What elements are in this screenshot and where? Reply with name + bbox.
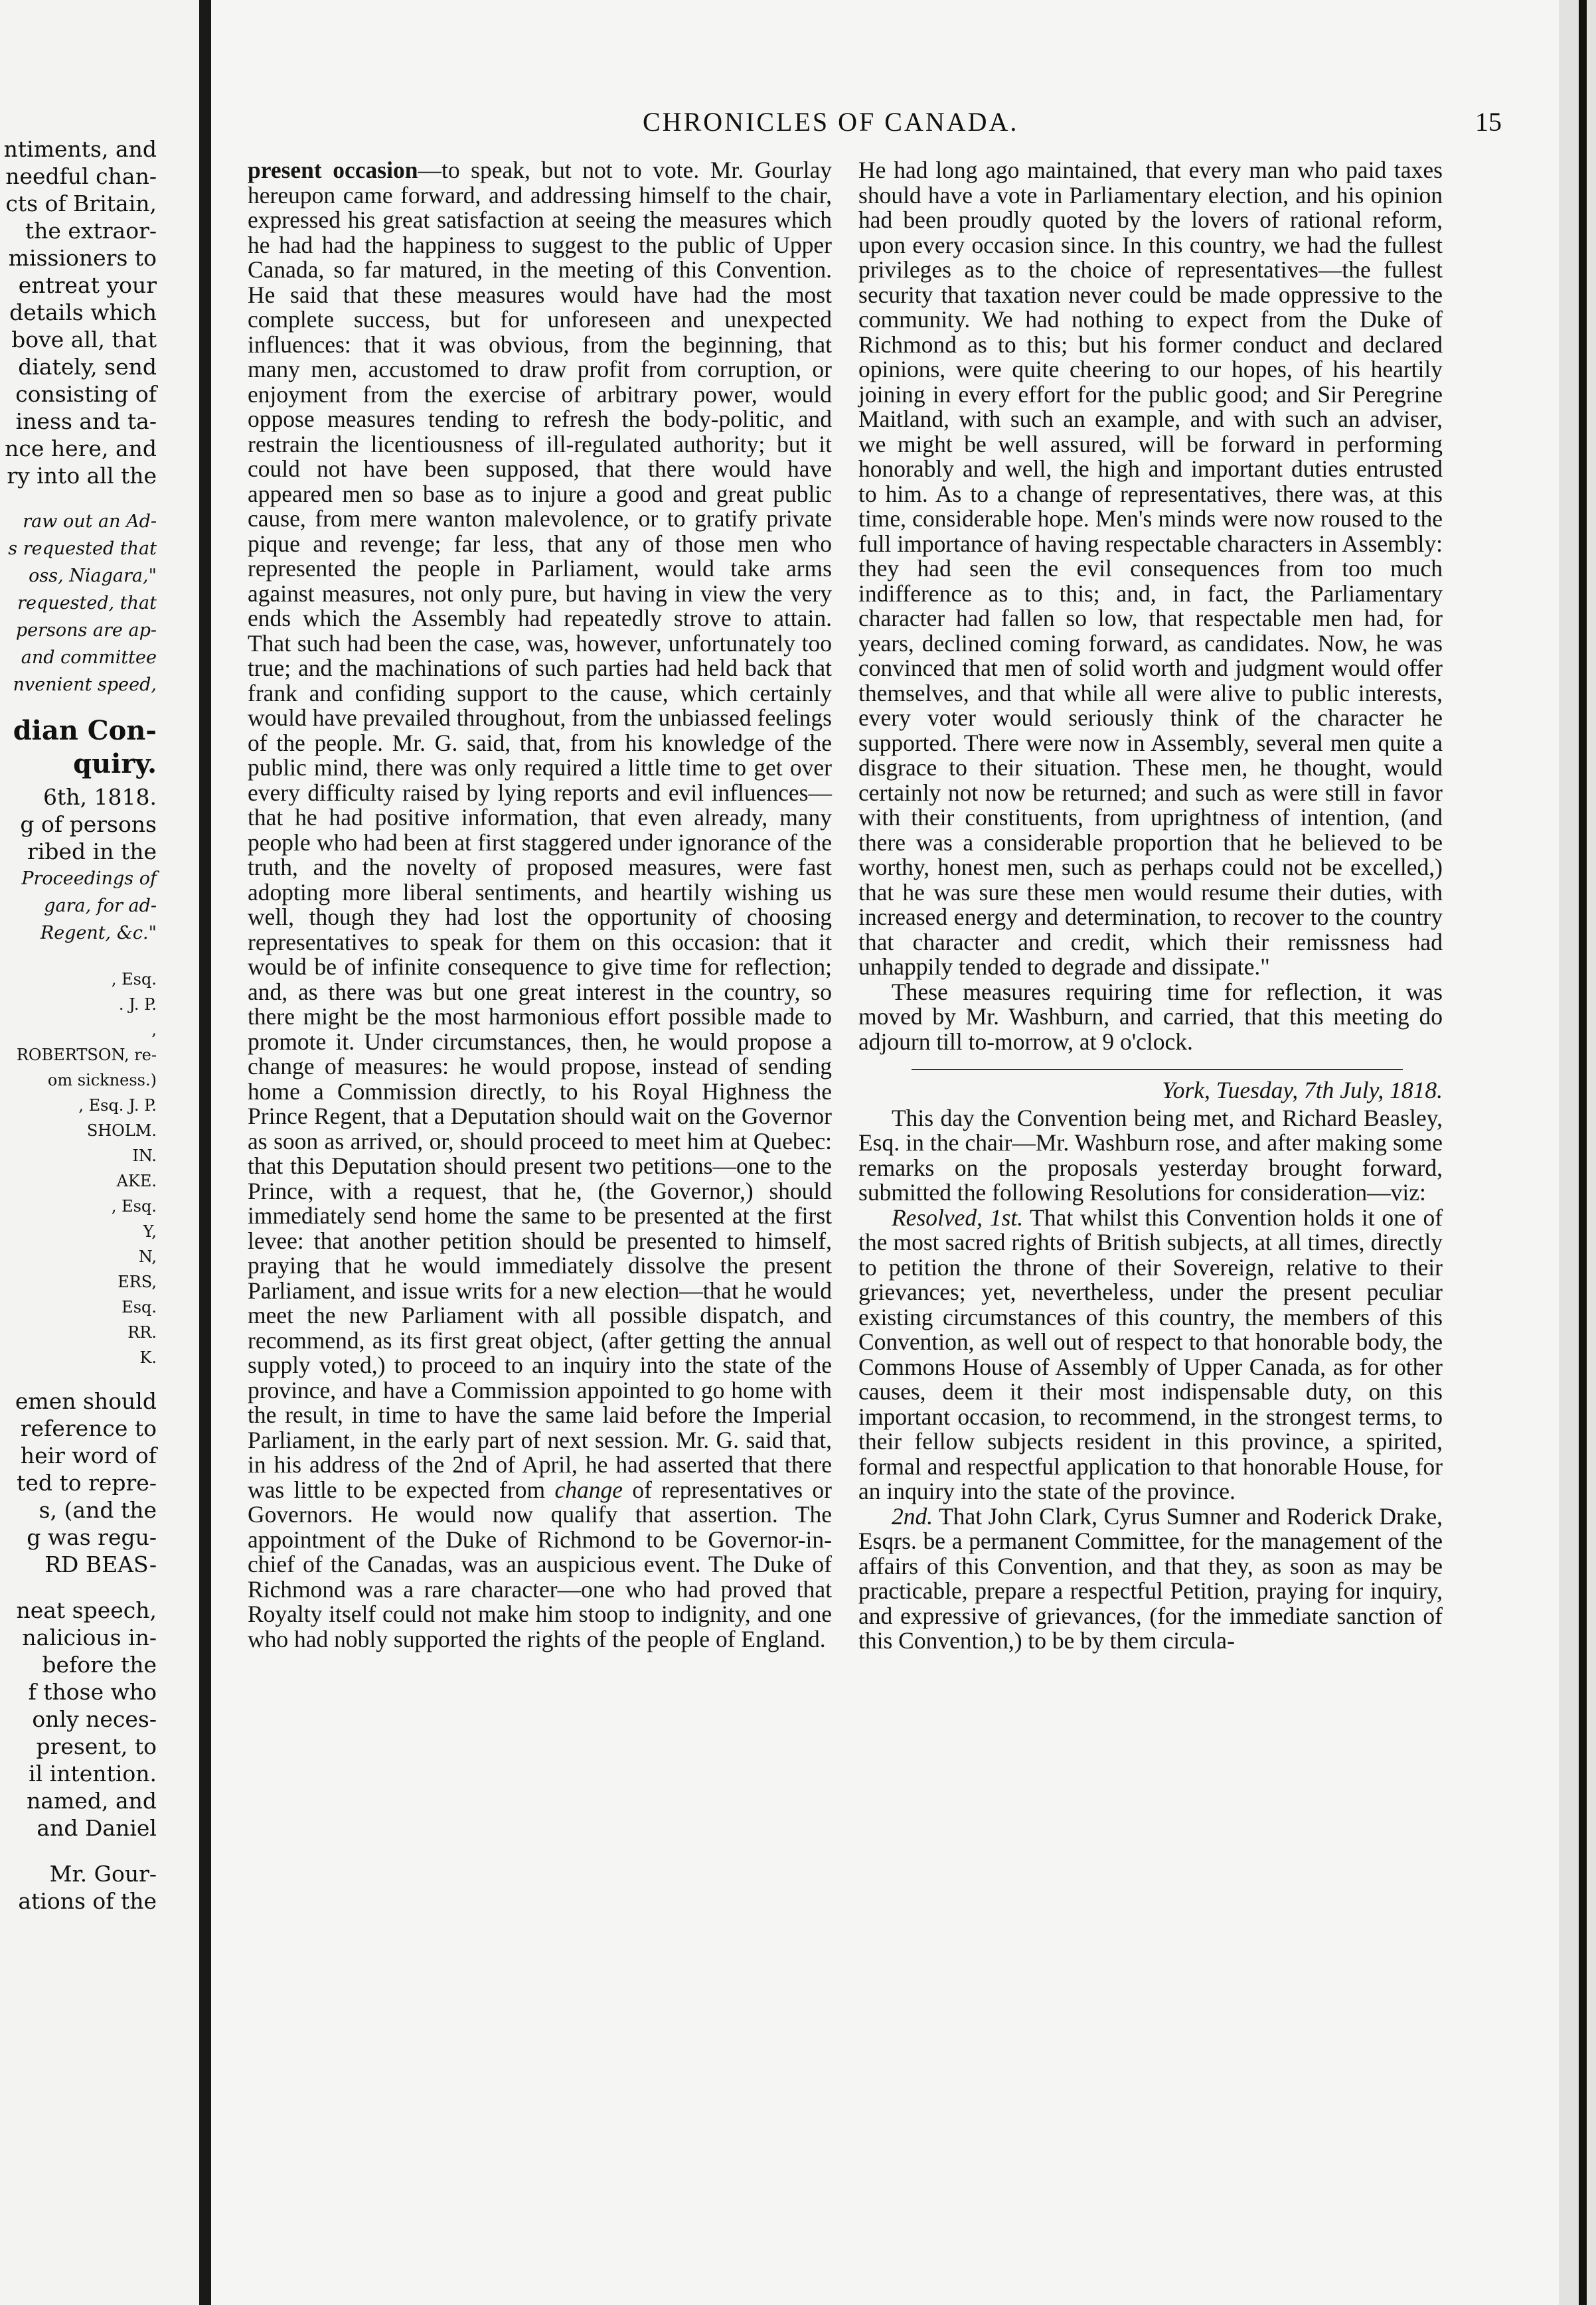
- facing-page-line: g of persons: [20, 811, 157, 837]
- facing-page-line: bove all, that: [11, 327, 157, 353]
- facing-page-line: . J. P.: [118, 995, 157, 1014]
- facing-page-line: and Daniel: [37, 1815, 157, 1841]
- facing-page-line: ROBERTSON, re-: [16, 1046, 157, 1064]
- facing-page-line: before the: [42, 1652, 157, 1678]
- facing-page-line: IN.: [132, 1147, 157, 1165]
- facing-page-line: nalicious in-: [22, 1625, 157, 1650]
- dateline: York, Tuesday, 7th July, 1818.: [1162, 1077, 1443, 1103]
- facing-page-line: nce here, and: [5, 436, 157, 461]
- facing-page-line: details which: [9, 299, 157, 325]
- facing-page-line: RR.: [127, 1323, 157, 1342]
- facing-page-line: raw out an Ad-: [23, 511, 157, 532]
- facing-page-line: Mr. Gour-: [49, 1861, 157, 1887]
- facing-page-line: missioners to: [8, 245, 157, 271]
- facing-page-line: 6th, 1818.: [43, 784, 157, 810]
- italic-word: change: [554, 1476, 623, 1503]
- facing-page-line: K.: [139, 1348, 157, 1367]
- paragraph-lead: present occasion: [248, 157, 418, 183]
- paragraph: This day the Convention being met, and Richard Beasley, Esq. in the chair—Mr. Washburn rose, and after making some remarks on the proposals yesterday brought forward, submitted the following Resolutions for consideration—viz:: [858, 1104, 1443, 1206]
- page-edge: [1559, 0, 1596, 2305]
- resolution-2: 2nd. That John Clark, Cyrus Sumner and Roderick Drake, Esqrs. be a permanent Committee, for the management of the affairs of this Convention, and that they, as soon as may be practicable, prepare a respectful Petition, praying for inquiry, and expressive of grievances, (for the immediate sanction of this Convention,) to be by them circula-: [858, 1502, 1443, 1654]
- facing-page-line: om sickness.): [47, 1071, 157, 1089]
- left-column: [248, 158, 832, 1652]
- facing-page-line: il intention.: [29, 1761, 157, 1787]
- facing-page-line: , Esq.: [111, 970, 157, 989]
- running-header: CHRONICLES OF CANADA.: [643, 107, 1019, 137]
- facing-page-line: s requested that: [8, 538, 157, 559]
- facing-page-line: needful chan-: [5, 163, 157, 189]
- facing-page-line: named, and: [27, 1788, 157, 1814]
- facing-page-line: reference to: [20, 1415, 157, 1441]
- facing-page-line: N,: [138, 1247, 157, 1266]
- page-number: 15: [1475, 107, 1502, 137]
- paragraph: These measures requiring time for reflection, it was moved by Mr. Washburn, and carried, that this meeting do adjourn till to-morrow, at 9 o'clock.: [858, 978, 1443, 1055]
- facing-page-line: AKE.: [116, 1172, 157, 1190]
- facing-page-line: neat speech,: [16, 1597, 157, 1623]
- resolution-label: Resolved, 1st.: [892, 1204, 1024, 1231]
- facing-page-line: ntiments, and: [3, 136, 157, 162]
- resolution-1: Resolved, 1st. That whilst this Convention holds it one of the most sacred rights of British subjects, at all times, directly to petition the throne of their Sovereign, relative to their grievances; yet, nevertheless, under the present peculiar existing circumstances of this country, the members of this Convention, as well out of respect to that honorable body, the Commons House of Assembly of Upper Canada, as for other causes, deem it their most indispensable duty, on this important occasion, to recommend, in the strongest terms, to their fellow subjects resident in this province, a spirited, formal and respectful application to that honorable House, for an inquiry into the state of the province.: [858, 1204, 1443, 1504]
- facing-page-line: requested, that: [17, 593, 157, 613]
- facing-page-line: iness and ta-: [15, 408, 157, 434]
- facing-page-line: dian Con-: [13, 715, 157, 746]
- facing-page-line: f those who: [28, 1679, 157, 1705]
- facing-page-line: ERS,: [118, 1273, 157, 1291]
- facing-page-line: Esq.: [121, 1298, 157, 1316]
- facing-page-line: ribed in the: [27, 838, 157, 864]
- facing-page-line: emen should: [15, 1388, 157, 1414]
- facing-page-line: gara, for ad-: [44, 896, 157, 916]
- facing-page-line: Y,: [143, 1222, 157, 1241]
- facing-page-line: , Esq.: [111, 1197, 157, 1216]
- right-column: [858, 158, 1443, 1654]
- facing-page-line: consisting of: [15, 381, 157, 407]
- facing-page-line: ,: [151, 1020, 157, 1039]
- facing-page-line: present, to: [36, 1733, 157, 1759]
- facing-page-line: and committee: [21, 647, 157, 668]
- facing-page-line: RD BEAS-: [44, 1551, 157, 1577]
- facing-page-line: heir word of: [20, 1443, 157, 1469]
- facing-page-line: oss, Niagara,": [29, 566, 157, 586]
- paragraph: present occasion—to speak, but not to vote. Mr. Gourlay hereupon came forward, and addressing himself to the chair, expressed his great satisfaction at seeing the measures which he had had the happiness to suggest to the public of Upper Canada, so far matured, in the meeting of this Convention. He said that these measures would have had the most complete success, but for unforeseen and unexpected influences: that it was obvious, from the beginning, that many men, accustomed to draw profit from corruption, or enjoyment from the exercise of arbitrary power, would oppose measures tending to refresh the body-politic, and restrain the licentiousness of ill-regulated authority; but it could not have been supposed, that there would have appeared men so base as to injure a good and great public cause, from mere wanton malevolence, or to gratify private pique and revenge; far less, that any of those men who represented the people in Parliament, would take arms against measures, not only pure, but having in view the very ends which the Assembly had repeatedly strove to attain. That such had been the case, was, however, unfortunately too true; and the machinations of such parties had held back that frank and confiding support to the cause, which certainly would have prevailed throughout, from the unbiassed feelings of the people. Mr. G. said, that, from his knowledge of the public mind, there was only required a little time to get over every difficulty raised by lying reports and evil influences—that he had positive information, that even already, many people who had been at first staggered under ignorance of the truth, and the novelty of proposed measures, were fast adopting more liberal sentiments, and heartily wishing us well, though they had lost the opportunity of choosing representatives to speak for them on this occasion: that it would be of infinite consequence to give time for reflection; and, as there was but one great interest in the country, so there might be the most harmonious effort possible made to promote it. Under circumstances, then, he would propose a change of measures: he would propose, instead of sending home a Commission directly, to his Royal Highness the Prince Regent, that a Deputation should wait on the Governor as soon as arrived, or, should proceed to meet him at Quebec: that this Deputation should present two petitions—one to the Prince, with a request, that he, (the Governor,) should immediately send home the same to be presented at the first levee: that another petition should be presented to himself, praying that he would immediately dissolve the present Parliament, and issue writs for a new election—that he would meet the new Parliament with all possible dispatch, and recommend, as its first great object, (after getting the annual supply voted,) to proceed to an inquiry into the state of the province, and have a Commission appointed to go home with the result, in time to have the same laid before the Imperial Parliament, in the early part of next session. Mr. G. said that, in his address of the 2nd of April, he had asserted that there was little to be expected from change of representatives or Governors. He would now qualify that assertion. The appointment of the Duke of Richmond to be Governor-in-chief of the Canadas, was an auspicious event. The Duke of Richmond was a rare character—one who had proved that Royalty itself could not make him stoop to indignity, and one who had nobly supported the rights of the people of England.: [248, 157, 833, 1652]
- facing-page-line: only neces-: [32, 1706, 157, 1732]
- facing-page-line: the extraor-: [25, 218, 157, 244]
- facing-page-line: ted to repre-: [17, 1470, 157, 1496]
- resolution-label: 2nd.: [892, 1502, 933, 1530]
- book-gutter: [199, 0, 211, 2305]
- facing-page-line: cts of Britain,: [5, 191, 157, 216]
- facing-page-line: Proceedings of: [21, 868, 157, 889]
- paragraph: He had long ago maintained, that every man who paid taxes should have a vote in Parliamentary election, and his opinion had been proudly quoted by the lovers of rational reform, upon every occasion since. In this country, we had the fullest privileges as to the choice of representatives—the fullest security that taxation never could be made oppressive to the community. We had nothing to expect from the Duke of Richmond as to this; but his former conduct and declared opinions, were quite cheering to our hopes, of his heartily joining in every effort for the public good; and Sir Peregrine Maitland, with such an example, and with such an adviser, we might be well assured, will be forward in performing honorably and well, the high and important duties entrusted to him. As to a change of representatives, there was, at this time, considerable hope. Men's minds were now roused to the full importance of having respectable characters in Assembly: they had seen the evil consequences from too much indifference as to this; and, in fact, the Parliamentary character had fallen so low, that respectable men had, for years, declined coming forward, as candidates. Now, he was convinced that men of solid worth and judgment would offer themselves, and that while all were alive to public interests, every voter would seriously think of the character he supported. There were now in Assembly, several men quite a disgrace to their situation. These men, he thought, would certainly not now be returned; and such as were still in favor with their constituents, from uprightness of intention, (and there was a considerable proportion that he believed to be worthy, honest men, such as perhaps could not be excelled,) that he was sure these men would resume their duties, with increased energy and determination, to recover to the country that character and credit, which their remissness had unhappily tended to degrade and dissipate.": [858, 157, 1443, 980]
- facing-page-line: ry into all the: [7, 463, 157, 489]
- page: [211, 0, 1559, 2305]
- facing-page-line: entreat your: [18, 272, 157, 298]
- facing-page-line: Regent, &c.": [40, 923, 157, 943]
- facing-page-line: nvenient speed,: [13, 675, 157, 695]
- facing-page-fragment: [0, 0, 199, 2305]
- facing-page-line: persons are ap-: [15, 620, 157, 641]
- facing-page-line: diately, send: [18, 354, 157, 380]
- section-divider: [912, 1069, 1403, 1070]
- facing-page-line: g was regu-: [27, 1524, 157, 1550]
- facing-page-line: ations of the: [18, 1888, 157, 1914]
- facing-page-line: , Esq. J. P.: [78, 1096, 157, 1115]
- facing-page-line: SHOLM.: [86, 1121, 157, 1140]
- facing-page-line: s, (and the: [39, 1497, 157, 1523]
- facing-page-line: quiry.: [73, 748, 157, 779]
